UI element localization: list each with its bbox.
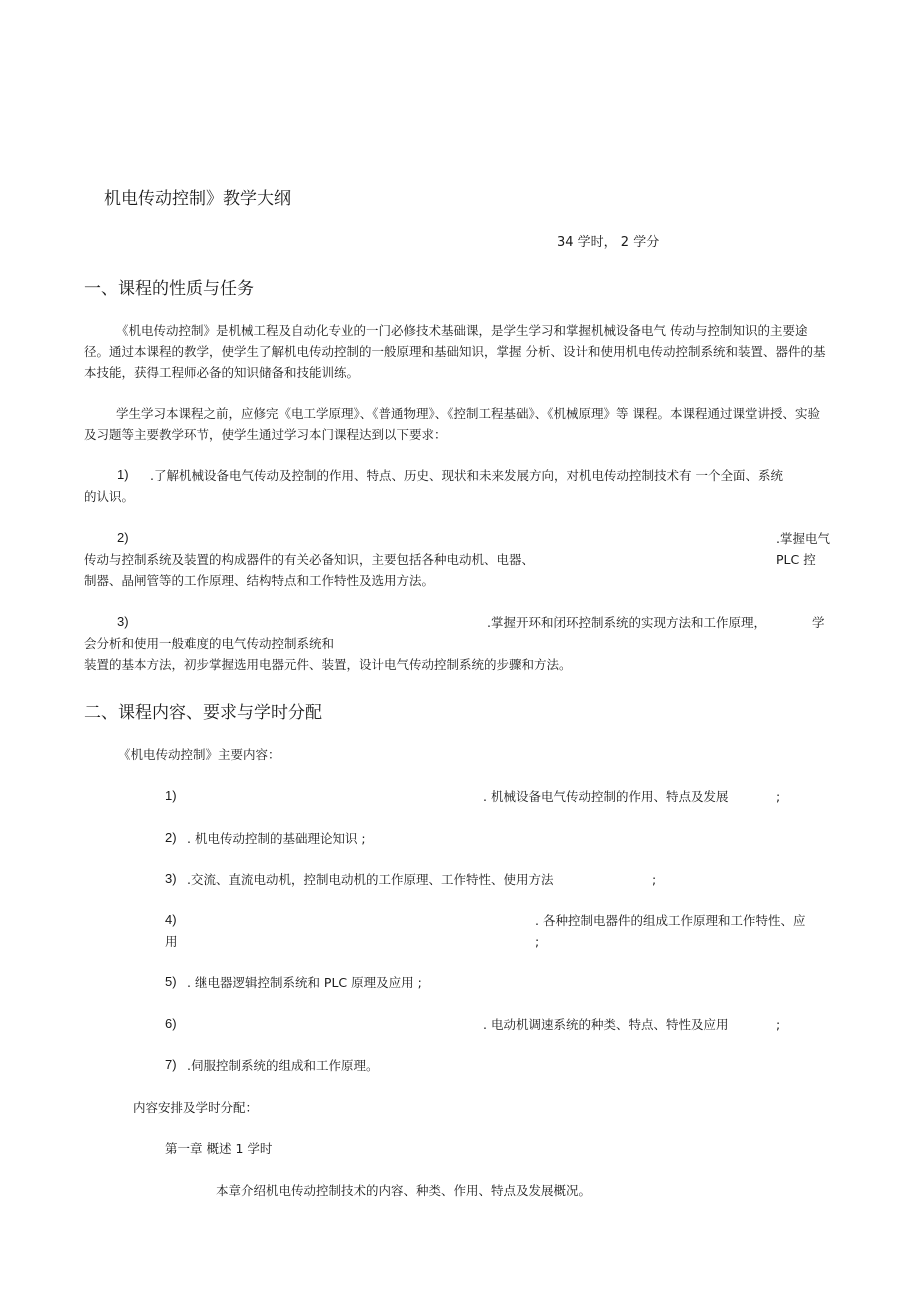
content-item-6-number: 6) xyxy=(165,1016,177,1031)
content-item-5-text: . 继电器逻辑控制系统和 PLC 原理及应用 ; xyxy=(187,975,422,990)
chapter-1-description: 本章介绍机电传动控制技术的内容、种类、作用、特点及发展概况。 xyxy=(216,1183,592,1198)
requirement-3-line-3: 装置的基本方法，初步掌握选用电器元件、装置，设计电气传动控制系统的步骤和方法。 xyxy=(84,657,572,672)
content-item-2-number: 2) xyxy=(165,830,177,845)
content-item-4-text: . 各种控制电器件的组成工作原理和工作特性、应 xyxy=(535,913,806,928)
requirement-2-line-2: 传动与控制系统及装置的构成器件的有关必备知识，主要包括各种电动机、电器、 xyxy=(84,552,535,567)
requirement-1-line-1: .了解机械设备电气传动及控制的作用、特点、历史、现状和未来发展方向，对机电传动控制技术有 一个全面、系统 xyxy=(150,468,783,483)
content-item-4-number: 4) xyxy=(165,912,177,927)
requirement-2-text-a: .掌握电气 xyxy=(776,531,830,546)
content-item-1-number: 1) xyxy=(165,788,177,803)
content-item-3-text: .交流、直流电动机，控制电动机的工作原理、工作特性、使用方法 xyxy=(187,872,554,887)
content-item-4-end: ; xyxy=(535,934,540,949)
requirement-2-line-3: 制器、晶闸管等的工作原理、结构特点和工作特性及选用方法。 xyxy=(84,573,435,588)
content-item-1-text: . 机械设备电气传动控制的作用、特点及发展 xyxy=(483,789,729,804)
requirement-3-text-a: .掌握开环和闭环控制系统的实现方法和工作原理， xyxy=(487,615,766,630)
content-item-4-continued: 用 xyxy=(165,934,178,949)
hours-credits: 34 学时， 2 学分 xyxy=(557,235,660,250)
requirement-1-line-2: 的认识。 xyxy=(84,489,135,504)
section2-heading: 二、课程内容、要求与学时分配 xyxy=(84,703,322,723)
content-item-7-number: 7) xyxy=(165,1057,177,1072)
requirement-3-number: 3) xyxy=(117,614,129,629)
requirement-2-plc: PLC 控 xyxy=(776,552,816,567)
requirement-3-text-b: 学 xyxy=(812,615,825,630)
content-item-5-number: 5) xyxy=(165,974,177,989)
section1-heading: 一、课程的性质与任务 xyxy=(84,279,254,299)
requirement-1-number: 1) xyxy=(117,467,129,482)
section1-paragraph-2: 学生学习本课程之前，应修完《电工学原理》、《普通物理》、《控制工程基础》、《机械原理》等 课程。本课程通过课堂讲授、实验及习题等主要教学环节，使学生通过学习本门课程达到以下要求： xyxy=(84,406,820,442)
content-item-6-end: ; xyxy=(776,1017,781,1032)
requirement-2-number: 2) xyxy=(117,530,129,545)
requirement-3-line-2: 会分析和使用一般难度的电气传动控制系统和 xyxy=(84,636,335,651)
content-item-1-end: ; xyxy=(776,789,781,804)
content-item-3-end: ; xyxy=(652,872,657,887)
schedule-label: 内容安排及学时分配： xyxy=(133,1100,259,1115)
content-item-6-text: . 电动机调速系统的种类、特点、特性及应用 xyxy=(483,1017,729,1032)
chapter-1-heading: 第一章 概述 1 学时 xyxy=(165,1141,273,1156)
section2-intro: 《机电传动控制》主要内容： xyxy=(118,747,281,762)
content-item-3-number: 3) xyxy=(165,871,177,886)
content-item-7-text: .伺服控制系统的组成和工作原理。 xyxy=(187,1058,379,1073)
section1-paragraph-1: 《机电传动控制》是机械工程及自动化专业的一门必修技术基础课，是学生学习和掌握机械设备电气 传动与控制知识的主要途径。通过本课程的教学，使学生了解机电传动控制的一般原理和基础知识，掌握 分析、设计和使用机电传动控制系统和装置、器件的基本技能，获得工程师必备的知识储备和技能训练。 xyxy=(84,323,826,380)
content-item-2-text: . 机电传动控制的基础理论知识 ; xyxy=(187,831,366,846)
document-title: 机电传动控制》教学大纲 xyxy=(104,189,291,209)
